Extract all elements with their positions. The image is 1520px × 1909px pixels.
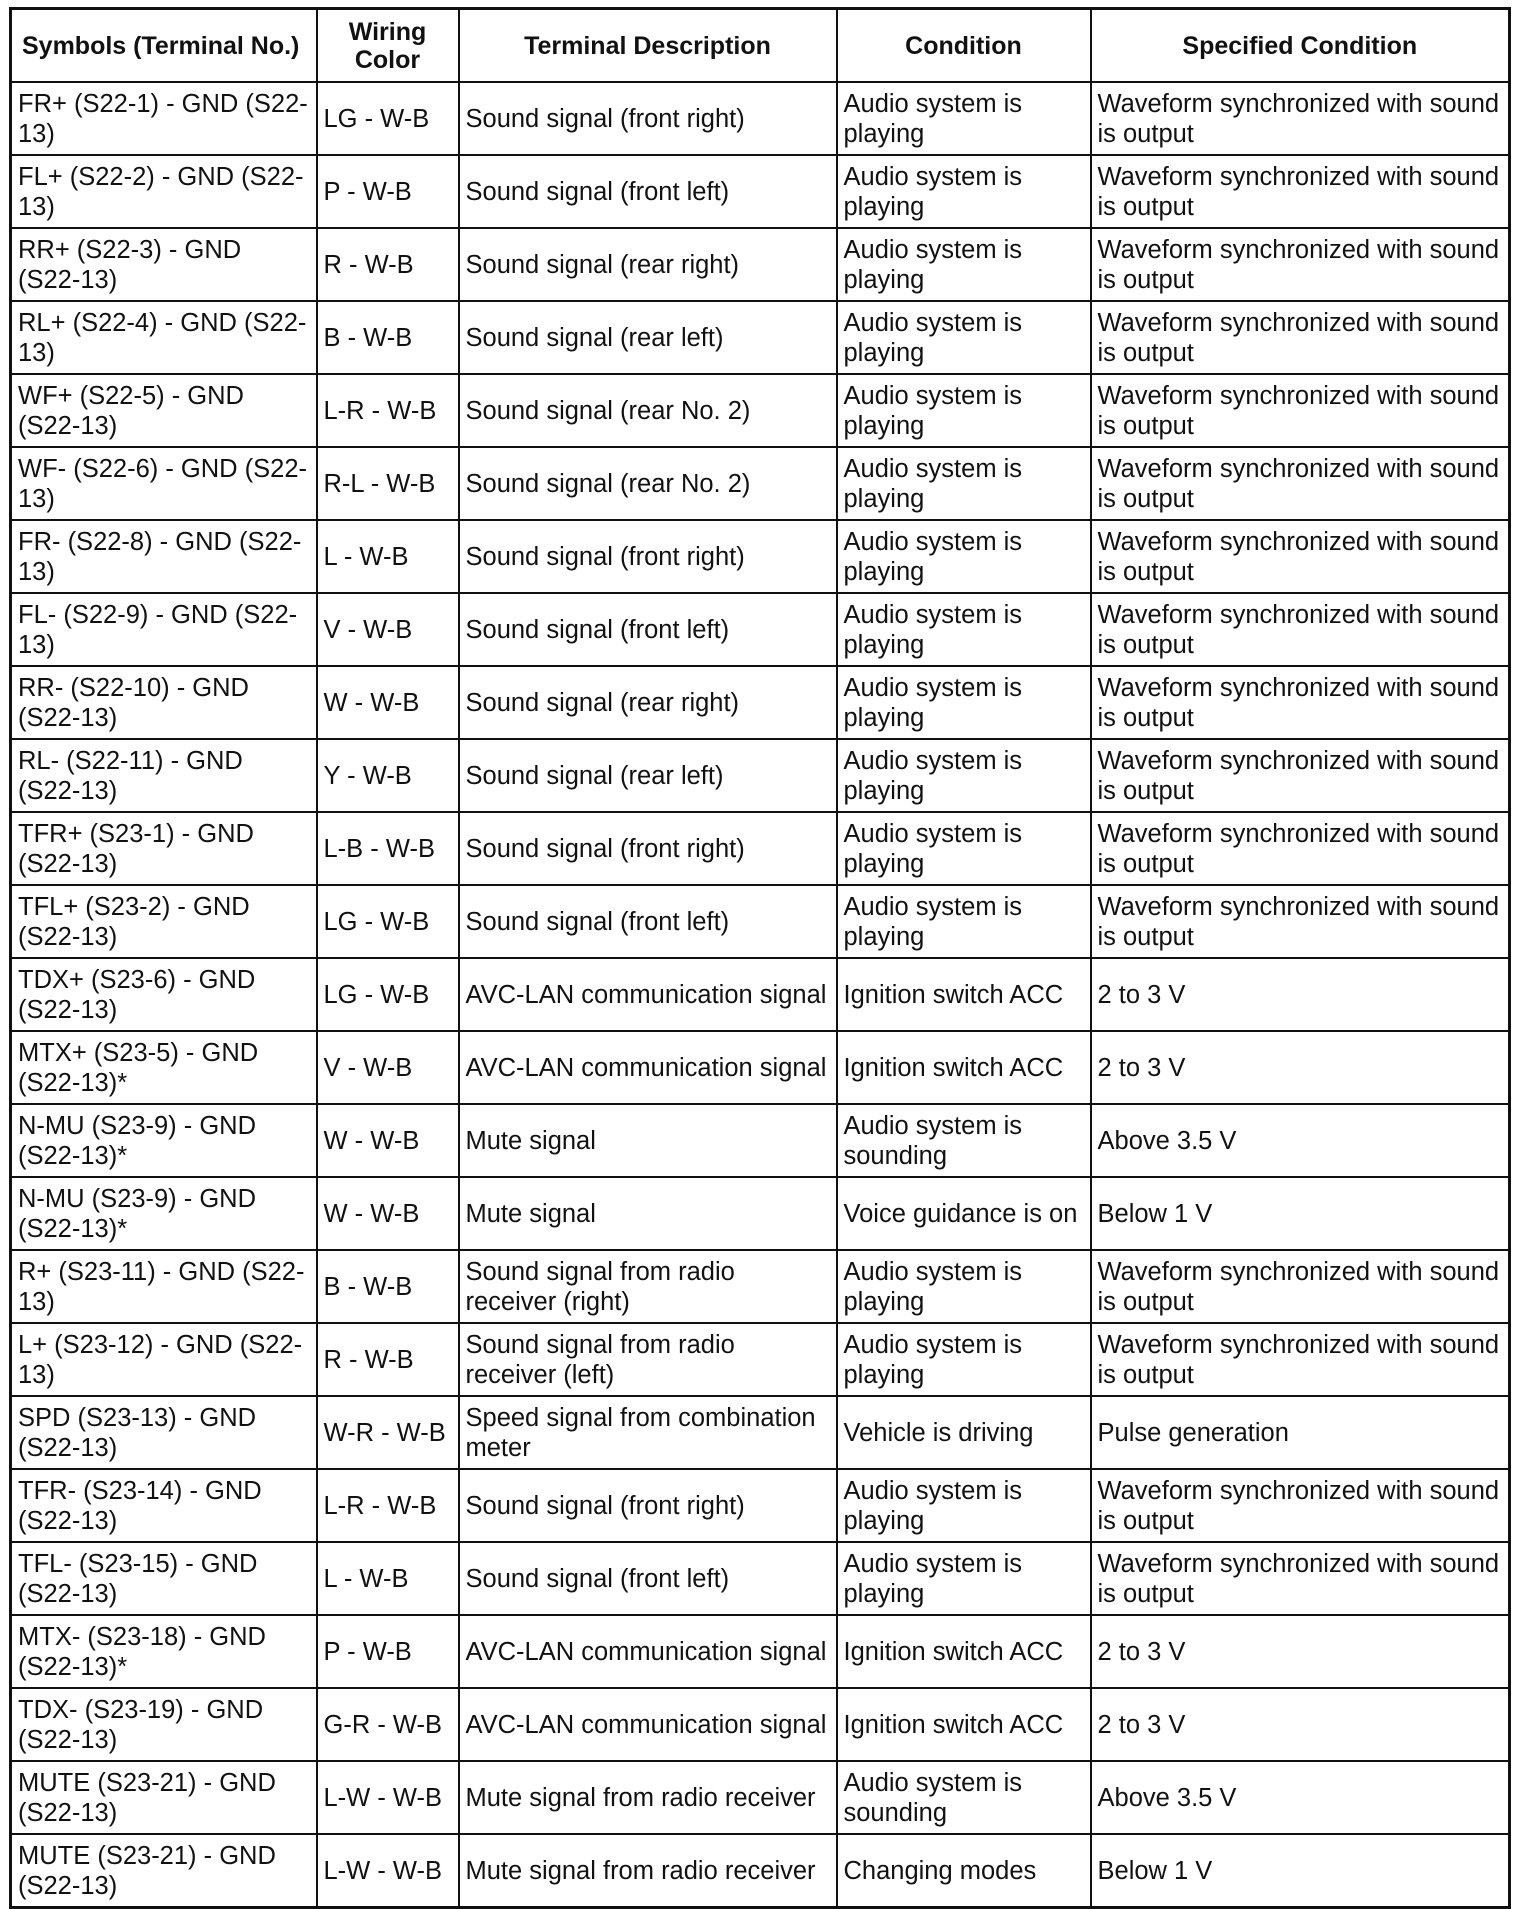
cell-terminal-description: Sound signal (rear left) (459, 739, 837, 812)
cell-terminal-description: Sound signal (front left) (459, 593, 837, 666)
cell-terminal-description: AVC-LAN communication signal (459, 1615, 837, 1688)
cell-specified-condition: Waveform synchronized with sound is output (1091, 82, 1510, 155)
cell-condition: Audio system is playing (837, 1469, 1091, 1542)
cell-terminal-description: Sound signal (front right) (459, 812, 837, 885)
cell-terminal-description: Sound signal (rear left) (459, 301, 837, 374)
cell-terminal-description: Sound signal (front right) (459, 82, 837, 155)
table-row (11, 1834, 1510, 1908)
cell-wiring-color: R-L - W-B (317, 447, 459, 520)
table-row (11, 1688, 1510, 1761)
table-row (11, 228, 1510, 301)
cell-wiring-color: V - W-B (317, 593, 459, 666)
cell-specified-condition: Waveform synchronized with sound is output (1091, 1542, 1510, 1615)
cell-condition: Audio system is playing (837, 1250, 1091, 1323)
cell-terminal-description: Speed signal from combination meter (459, 1396, 837, 1469)
cell-specified-condition: 2 to 3 V (1091, 958, 1510, 1031)
cell-specified-condition: Below 1 V (1091, 1834, 1510, 1908)
table-row (11, 666, 1510, 739)
cell-symbol: RR+ (S22-3) - GND (S22-13) (11, 228, 317, 301)
cell-terminal-description: Sound signal (rear right) (459, 666, 837, 739)
cell-terminal-description: Mute signal from radio receiver (459, 1761, 837, 1834)
cell-wiring-color: L-W - W-B (317, 1761, 459, 1834)
cell-terminal-description: Sound signal from radio receiver (left) (459, 1323, 837, 1396)
cell-specified-condition: Above 3.5 V (1091, 1104, 1510, 1177)
header-specified-condition: Specified Condition (1091, 9, 1510, 83)
cell-condition: Audio system is playing (837, 82, 1091, 155)
cell-condition: Audio system is playing (837, 374, 1091, 447)
cell-condition: Ignition switch ACC (837, 958, 1091, 1031)
table-row (11, 1396, 1510, 1469)
table-row (11, 739, 1510, 812)
cell-symbol: FR+ (S22-1) - GND (S22-13) (11, 82, 317, 155)
cell-wiring-color: P - W-B (317, 1615, 459, 1688)
cell-specified-condition: Waveform synchronized with sound is output (1091, 1250, 1510, 1323)
table-row (11, 812, 1510, 885)
table-row (11, 1104, 1510, 1177)
cell-condition: Audio system is playing (837, 228, 1091, 301)
cell-symbol: FR- (S22-8) - GND (S22-13) (11, 520, 317, 593)
cell-terminal-description: Sound signal (front right) (459, 1469, 837, 1542)
cell-wiring-color: W - W-B (317, 666, 459, 739)
cell-condition: Voice guidance is on (837, 1177, 1091, 1250)
cell-wiring-color: W - W-B (317, 1177, 459, 1250)
cell-symbol: R+ (S23-11) - GND (S22-13) (11, 1250, 317, 1323)
cell-specified-condition: 2 to 3 V (1091, 1688, 1510, 1761)
cell-symbol: RR- (S22-10) - GND (S22-13) (11, 666, 317, 739)
cell-condition: Audio system is playing (837, 520, 1091, 593)
cell-specified-condition: Waveform synchronized with sound is output (1091, 666, 1510, 739)
cell-condition: Audio system is playing (837, 447, 1091, 520)
cell-wiring-color: Y - W-B (317, 739, 459, 812)
cell-wiring-color: W - W-B (317, 1104, 459, 1177)
cell-terminal-description: Mute signal from radio receiver (459, 1834, 837, 1908)
cell-specified-condition: Waveform synchronized with sound is output (1091, 155, 1510, 228)
cell-symbol: FL+ (S22-2) - GND (S22-13) (11, 155, 317, 228)
cell-wiring-color: LG - W-B (317, 82, 459, 155)
cell-symbol: RL+ (S22-4) - GND (S22-13) (11, 301, 317, 374)
cell-condition: Audio system is sounding (837, 1104, 1091, 1177)
cell-wiring-color: LG - W-B (317, 958, 459, 1031)
cell-wiring-color: R - W-B (317, 1323, 459, 1396)
cell-symbol: WF- (S22-6) - GND (S22-13) (11, 447, 317, 520)
cell-specified-condition: Above 3.5 V (1091, 1761, 1510, 1834)
cell-condition: Audio system is playing (837, 1542, 1091, 1615)
cell-condition: Audio system is playing (837, 155, 1091, 228)
cell-specified-condition: Waveform synchronized with sound is output (1091, 593, 1510, 666)
table-body (11, 82, 1510, 1908)
cell-terminal-description: Sound signal (front left) (459, 155, 837, 228)
table-row (11, 1323, 1510, 1396)
cell-terminal-description: Sound signal from radio receiver (right) (459, 1250, 837, 1323)
cell-terminal-description: Sound signal (rear right) (459, 228, 837, 301)
cell-symbol: MUTE (S23-21) - GND (S22-13) (11, 1761, 317, 1834)
cell-condition: Audio system is playing (837, 666, 1091, 739)
table-row (11, 520, 1510, 593)
cell-wiring-color: V - W-B (317, 1031, 459, 1104)
cell-symbol: SPD (S23-13) - GND (S22-13) (11, 1396, 317, 1469)
table-row (11, 82, 1510, 155)
cell-symbol: TFL- (S23-15) - GND (S22-13) (11, 1542, 317, 1615)
cell-condition: Changing modes (837, 1834, 1091, 1908)
cell-condition: Ignition switch ACC (837, 1688, 1091, 1761)
cell-symbol: FL- (S22-9) - GND (S22-13) (11, 593, 317, 666)
cell-specified-condition: Waveform synchronized with sound is output (1091, 374, 1510, 447)
cell-condition: Audio system is playing (837, 593, 1091, 666)
cell-symbol: TDX+ (S23-6) - GND (S22-13) (11, 958, 317, 1031)
table-row (11, 1542, 1510, 1615)
cell-wiring-color: L-R - W-B (317, 1469, 459, 1542)
cell-terminal-description: Sound signal (rear No. 2) (459, 447, 837, 520)
cell-symbol: MTX- (S23-18) - GND (S22-13)* (11, 1615, 317, 1688)
cell-terminal-description: Mute signal (459, 1104, 837, 1177)
cell-symbol: MTX+ (S23-5) - GND (S22-13)* (11, 1031, 317, 1104)
cell-terminal-description: Sound signal (rear No. 2) (459, 374, 837, 447)
cell-symbol: TFR+ (S23-1) - GND (S22-13) (11, 812, 317, 885)
table-row (11, 1031, 1510, 1104)
cell-terminal-description: Sound signal (front left) (459, 885, 837, 958)
table-row (11, 1469, 1510, 1542)
cell-symbol: MUTE (S23-21) - GND (S22-13) (11, 1834, 317, 1908)
cell-symbol: TDX- (S23-19) - GND (S22-13) (11, 1688, 317, 1761)
cell-specified-condition: Waveform synchronized with sound is output (1091, 885, 1510, 958)
header-symbols: Symbols (Terminal No.) (11, 9, 317, 83)
cell-symbol: TFL+ (S23-2) - GND (S22-13) (11, 885, 317, 958)
cell-specified-condition: Waveform synchronized with sound is output (1091, 301, 1510, 374)
cell-symbol: L+ (S23-12) - GND (S22-13) (11, 1323, 317, 1396)
cell-condition: Vehicle is driving (837, 1396, 1091, 1469)
cell-symbol: RL- (S22-11) - GND (S22-13) (11, 739, 317, 812)
table-row (11, 1250, 1510, 1323)
header-condition: Condition (837, 9, 1091, 83)
cell-wiring-color: L-R - W-B (317, 374, 459, 447)
cell-specified-condition: Waveform synchronized with sound is output (1091, 1469, 1510, 1542)
cell-condition: Ignition switch ACC (837, 1031, 1091, 1104)
cell-terminal-description: Mute signal (459, 1177, 837, 1250)
header-terminal-description: Terminal Description (459, 9, 837, 83)
cell-specified-condition: 2 to 3 V (1091, 1031, 1510, 1104)
cell-symbol: N-MU (S23-9) - GND (S22-13)* (11, 1104, 317, 1177)
cell-specified-condition: Waveform synchronized with sound is output (1091, 812, 1510, 885)
cell-symbol: TFR- (S23-14) - GND (S22-13) (11, 1469, 317, 1542)
cell-wiring-color: G-R - W-B (317, 1688, 459, 1761)
terminal-spec-table (9, 7, 1511, 1909)
cell-specified-condition: Waveform synchronized with sound is output (1091, 520, 1510, 593)
table-row (11, 155, 1510, 228)
cell-specified-condition: Waveform synchronized with sound is output (1091, 447, 1510, 520)
cell-specified-condition: Below 1 V (1091, 1177, 1510, 1250)
cell-wiring-color: LG - W-B (317, 885, 459, 958)
cell-wiring-color: L-W - W-B (317, 1834, 459, 1908)
cell-terminal-description: AVC-LAN communication signal (459, 958, 837, 1031)
cell-condition: Audio system is playing (837, 1323, 1091, 1396)
table-row (11, 301, 1510, 374)
table-row (11, 1177, 1510, 1250)
header-wiring-color: Wiring Color (317, 9, 459, 83)
cell-specified-condition: 2 to 3 V (1091, 1615, 1510, 1688)
cell-specified-condition: Waveform synchronized with sound is output (1091, 228, 1510, 301)
cell-condition: Audio system is playing (837, 301, 1091, 374)
header-row (11, 9, 1510, 83)
table-row (11, 1761, 1510, 1834)
cell-wiring-color: W-R - W-B (317, 1396, 459, 1469)
cell-terminal-description: Sound signal (front right) (459, 520, 837, 593)
table-row (11, 958, 1510, 1031)
cell-terminal-description: AVC-LAN communication signal (459, 1688, 837, 1761)
cell-specified-condition: Pulse generation (1091, 1396, 1510, 1469)
cell-symbol: N-MU (S23-9) - GND (S22-13)* (11, 1177, 317, 1250)
table-row (11, 885, 1510, 958)
cell-specified-condition: Waveform synchronized with sound is output (1091, 1323, 1510, 1396)
table-row (11, 374, 1510, 447)
cell-condition: Ignition switch ACC (837, 1615, 1091, 1688)
cell-condition: Audio system is playing (837, 739, 1091, 812)
cell-terminal-description: AVC-LAN communication signal (459, 1031, 837, 1104)
cell-wiring-color: R - W-B (317, 228, 459, 301)
cell-condition: Audio system is sounding (837, 1761, 1091, 1834)
cell-condition: Audio system is playing (837, 812, 1091, 885)
cell-wiring-color: P - W-B (317, 155, 459, 228)
table-row (11, 447, 1510, 520)
cell-wiring-color: L - W-B (317, 1542, 459, 1615)
cell-wiring-color: B - W-B (317, 301, 459, 374)
cell-symbol: WF+ (S22-5) - GND (S22-13) (11, 374, 317, 447)
cell-condition: Audio system is playing (837, 885, 1091, 958)
table-row (11, 1615, 1510, 1688)
cell-wiring-color: L - W-B (317, 520, 459, 593)
cell-wiring-color: B - W-B (317, 1250, 459, 1323)
cell-wiring-color: L-B - W-B (317, 812, 459, 885)
table-row (11, 593, 1510, 666)
cell-specified-condition: Waveform synchronized with sound is output (1091, 739, 1510, 812)
cell-terminal-description: Sound signal (front left) (459, 1542, 837, 1615)
table-header (11, 9, 1510, 83)
